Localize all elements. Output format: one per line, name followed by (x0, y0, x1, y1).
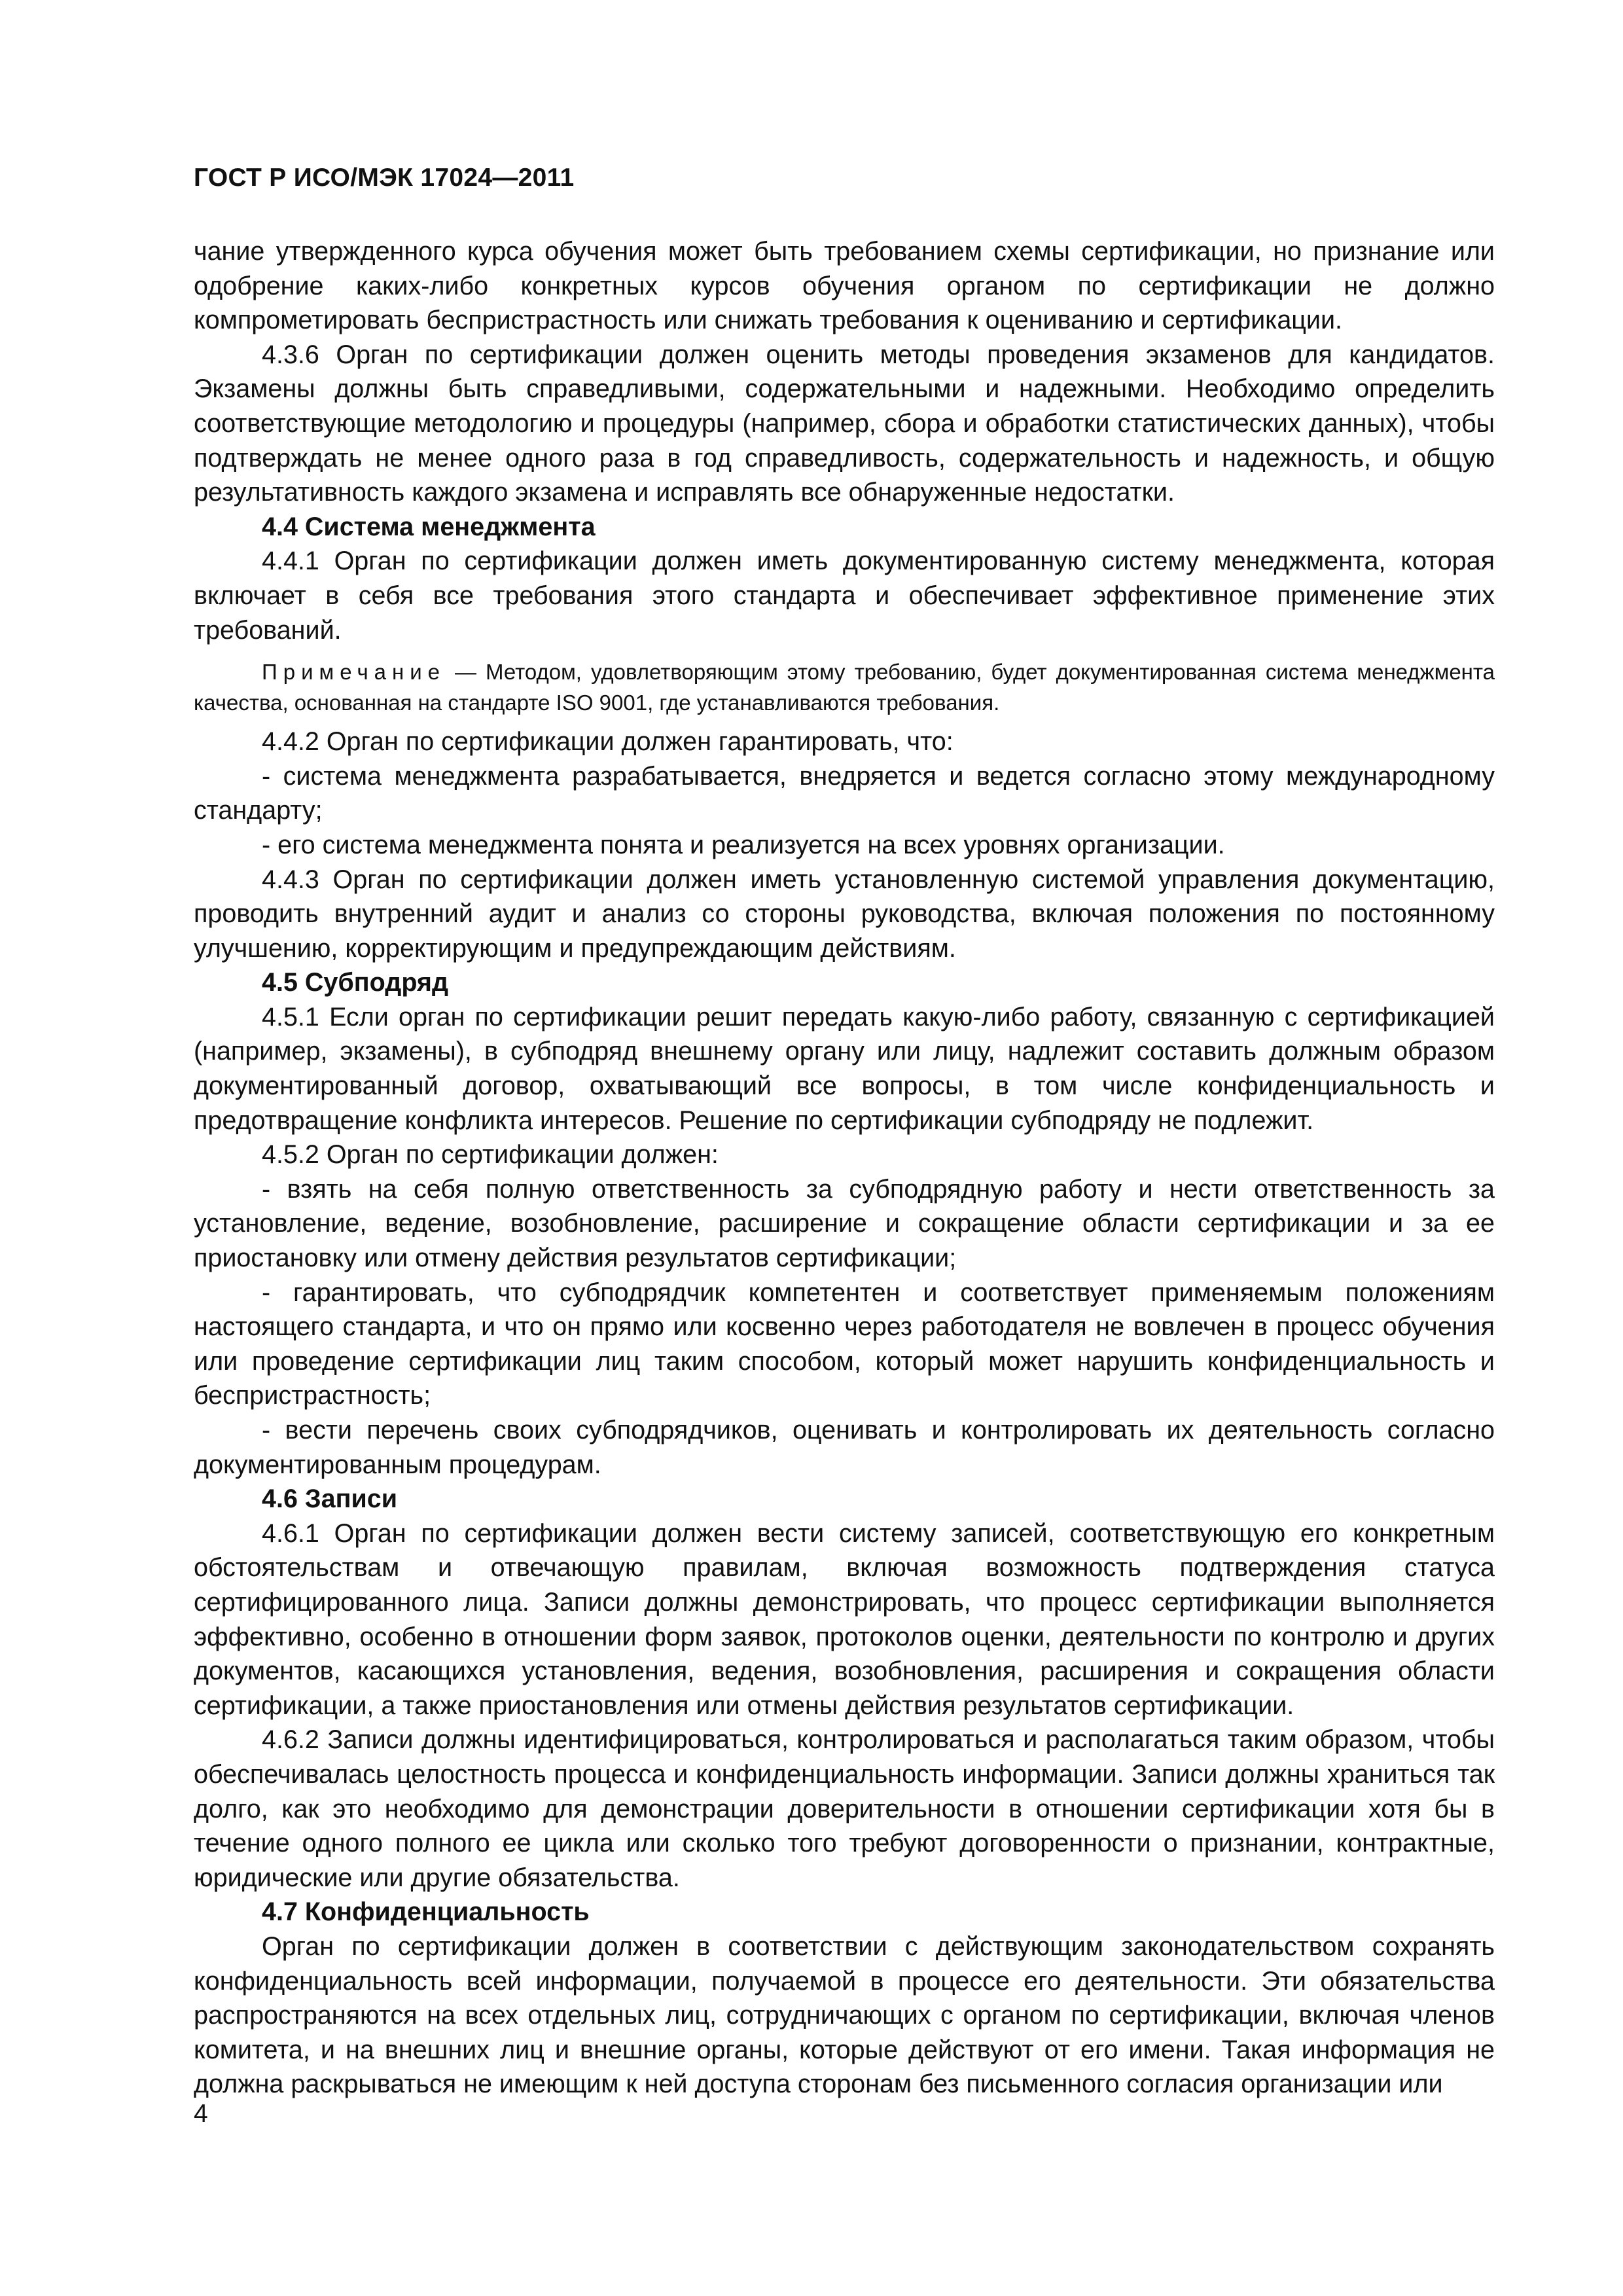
document-body (194, 234, 1495, 2102)
paragraph-4-4-1: 4.4.1 Орган по сертификации должен иметь документированную систему менеджмента, которая включает в себя все требования этого стандарта и обеспечивает эффективное применение этих требований. (194, 547, 1495, 645)
paragraph-4-3-6: 4.3.6 Орган по сертификации должен оценить методы проведения экзаменов для кандидатов. Экзамены должны быть справедливыми, содержательными и надежными. Необходимо определить соответствующие методологию и процедуры (например, сбора и обработки статистических данных), чтобы подтверждать не менее одного раза в год справедливость, содержательность и надежность, и общую результативность каждого экзамена и исправлять все обнаруженные недостатки. (194, 340, 1495, 507)
list-item: - система менеджмента разрабатывается, внедряется и ведется согласно этому международному стандарту; (194, 761, 1495, 825)
document-header: ГОСТ Р ИСО/МЭК 17024—2011 (194, 164, 575, 192)
paragraph-4-4-3: 4.4.3 Орган по сертификации должен иметь установленную системой управления документацию, проводить внутренний аудит и анализ со стороны руководства, включая положения по постоянному улучшению, корректирующим и предупреждающим действиям. (194, 865, 1495, 963)
paragraph-4-6-1: 4.6.1 Орган по сертификации должен вести систему записей, соответствующую его конкретным обстоятельствам и отвечающую правилам, включая возможность подтверждения статуса сертифицированного лица. Записи должны демонстрировать, что процесс сертификации выполняется эффективно, особенно в отношении форм заявок, протоколов оценки, деятельности по контролю и других документов, касающихся установления, ведения, возобновления, расширения и сокращения области сертификации, а также приостановления или отмены действия результатов сертификации. (194, 1518, 1495, 1720)
list-item: - взять на себя полную ответственность за субподрядную работу и нести ответственность за установление, ведение, возобновление, расширение и сокращение области сертификации и за ее приостановку или отмену действия результатов сертификации; (194, 1174, 1495, 1273)
paragraph-4-5-2: 4.5.2 Орган по сертификации должен: (262, 1140, 719, 1170)
paragraph-4-5-1: 4.5.1 Если орган по сертификации решит передать какую-либо работу, связанную с сертификацией (например, экзамены), в субподряд внешнему органу или лицу, надлежит составить должным образом документированный договор, охватывающий все вопросы, в том числе конфиденциальность и предотвращение конфликта интересов. Решение по сертификации субподряду не подлежит. (194, 1002, 1495, 1135)
section-heading-4-6: 4.6 Записи (262, 1484, 397, 1514)
section-heading-4-5: 4.5 Субподряд (262, 968, 449, 997)
paragraph-4-4-2: 4.4.2 Орган по сертификации должен гарантировать, что: (262, 727, 954, 757)
list-item: - вести перечень своих субподрядчиков, оценивать и контролировать их деятельность согласно документированным процедурам. (194, 1416, 1495, 1479)
paragraph: чание утвержденного курса обучения может быть требованием схемы сертификации, но признание или одобрение каких-либо конкретных курсов обучения органом по сертификации не должно компрометировать беспристрастность или снижать требования к оцениванию и сертификации. (194, 237, 1495, 335)
section-heading-4-4: 4.4 Система менеджмента (262, 512, 596, 541)
note-text: — Методом, удовлетворяющим этому требованию, будет документированная система менеджмента качества, основанная на стандарте ISO 9001, где устанавливаются требования. (194, 660, 1495, 715)
note-label: Примечание (262, 660, 446, 685)
paragraph-4-7: Орган по сертификации должен в соответствии с действующим законодательством сохранять конфиденциальность всей информации, получаемой в процессе его деятельности. Эти обязательства распространяются на всех отдельных лиц, сотрудничающих с органом по сертификации, включая членов комитета, и на внешних лиц и внешние органы, которые действуют от его имени. Такая информация не должна раскрываться не имеющим к ней доступа сторонам без письменного согласия организации или (194, 1931, 1495, 2099)
list-item: - гарантировать, что субподрядчик компетентен и соответствует применяемым положениям настоящего стандарта, и что он прямо или косвенно через работодателя не вовлечен в процесс обучения или проведение сертификации лиц таким способом, который может нарушить конфиденциальность и беспристрастность; (194, 1278, 1495, 1410)
section-heading-4-7: 4.7 Конфиденциальность (262, 1897, 590, 1927)
note (194, 656, 1495, 718)
list-item: - его система менеджмента понята и реализуется на всех уровнях организации. (262, 830, 1225, 859)
paragraph-4-6-2: 4.6.2 Записи должны идентифицироваться, контролироваться и располагаться таким образом, чтобы обеспечивалась целостность процесса и конфиденциальность информации. Записи должны храниться так долго, как это необходимо для демонстрации доверительности в отношении сертификации хотя бы в течение одного полного ее цикла или сколько того требуют договоренности о признании, контрактные, юридические или другие обязательства. (194, 1725, 1495, 1892)
page-number: 4 (194, 2100, 208, 2128)
